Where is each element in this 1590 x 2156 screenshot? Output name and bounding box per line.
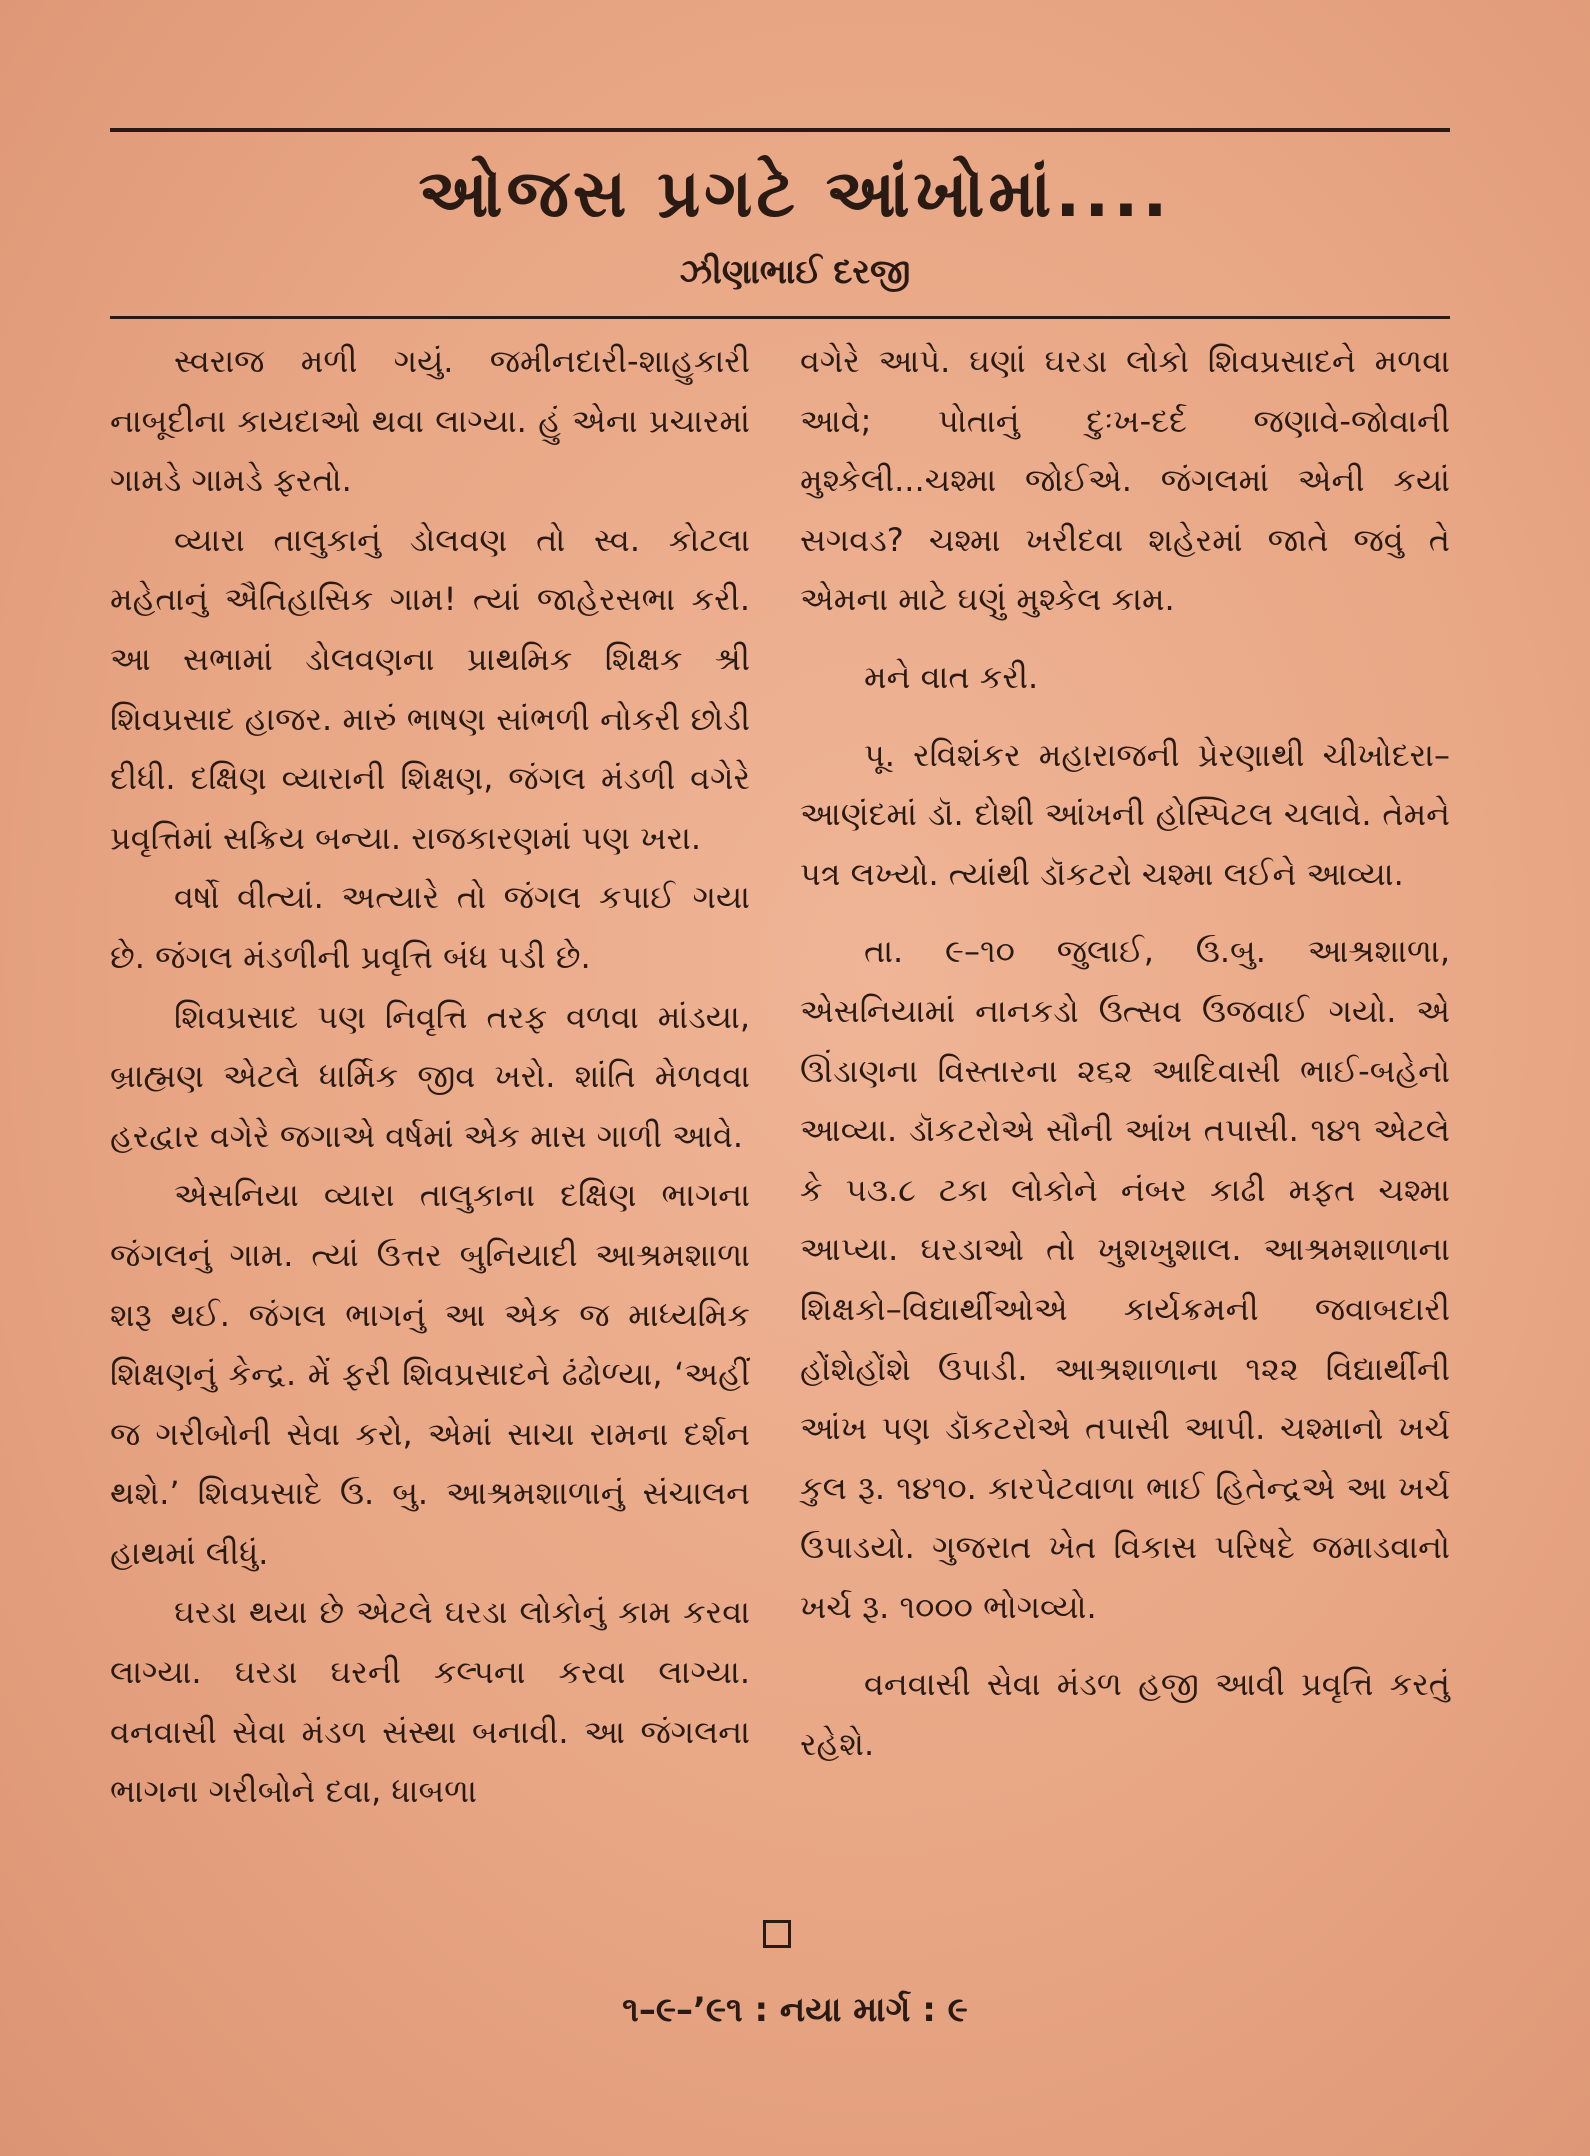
paragraph: પૂ. રવિશંકર મહારાજની પ્રેરણાથી ચીખોદરા–આણંદમાં ડૉ. દોશી આંખની હોસ્પિટલ ચલાવે. તેમને પત્ર લખ્યો. ત્યાંથી ડૉકટરો ચશ્મા લઈને આવ્યા. (800, 735, 1450, 893)
paragraph: સ્વરાજ મળી ગયું. જમીનદારી-શાહુકારી નાબૂદીના કાયદાઓ થવા લાગ્યા. હું એના પ્રચારમાં ગામડે ગામડે ફરતો. (110, 342, 750, 500)
left-column (110, 332, 750, 1822)
right-column (800, 332, 1450, 1775)
page-footer: ૧–૯–’૯૧ : નયા માર્ગ : ૯ (622, 1990, 968, 2030)
top-rule (110, 128, 1450, 132)
paragraph: મને વાત કરી. (864, 657, 1039, 696)
paragraph: એસનિયા વ્યારા તાલુકાના દક્ષિણ ભાગના જંગલનું ગામ. ત્યાં ઉત્તર બુનિયાદી આશ્રમશાળા શરૂ થઈ. જંગલ ભાગનું આ એક જ માધ્યમિક શિક્ષણનું કેન્દ્ર. મેં ફરી શિવપ્રસાદને ઢંઢોળ્યા, ‘અહીં જ ગરીબોની સેવા કરો, એમાં સાચા રામના દર્શન થશે.’ શિવપ્રસાદે ઉ. બુ. આશ્રમશાળાનું સંચાલન હાથમાં લીધું. (110, 1176, 750, 1572)
paragraph: ઘરડા થયા છે એટલે ઘરડા લોકોનું કામ કરવા લાગ્યા. ઘરડા ઘરની કલ્પના કરવા લાગ્યા. વનવાસી સેવા મંડળ સંસ્થા બનાવી. આ જંગલના ભાગના ગરીબોને દવા, ધાબળા (110, 1593, 750, 1811)
paragraph: વગેરે આપે. ઘણાં ઘરડા લોકો શિવપ્રસાદને મળવા આવે; પોતાનું દુઃખ-દર્દ જણાવે-જોવાની મુશ્કેલી...ચશ્મા જોઈએ. જંગલમાં એની કયાં સગવડ? ચશ્મા ખરીદવા શહેરમાં જાતે જવું તે એમના માટે ઘણું મુશ્કેલ કામ. (800, 342, 1450, 619)
article-author: ઝીણાભાઈ દરજી (679, 252, 911, 292)
end-of-article-box-icon (763, 1920, 791, 1948)
header-bottom-rule (110, 316, 1450, 319)
paragraph: તા. ૯–૧૦ જુલાઈ, ઉ.બુ. આશ્રશાળા, એસનિયામાં નાનકડો ઉત્સવ ઉજવાઈ ગયો. એ ઊંડાણના વિસ્તારના ૨૬૨ આદિવાસી ભાઈ-બહેનો આવ્યા. ડૉકટરોએ સૌની આંખ તપાસી. ૧૪૧ એટલે કે ૫૩.૮ ટકા લોકોને નંબર કાઢી મફત ચશ્મા આપ્યા. ઘરડાઓ તો ખુશખુશાલ. આશ્રમશાળાના શિક્ષકો–વિદ્યાર્થીઓએ કાર્યક્રમની જવાબદારી હોંશેહોંશે ઉપાડી. આશ્રશાળાના ૧૨૨ વિદ્યાર્થીની આંખ પણ ડૉકટરોએ તપાસી આપી. ચશ્માનો ખર્ચ કુલ રૂ. ૧૪૧૦. કારપેટવાળા ભાઈ હિતેન્દ્રએ આ ખર્ચ ઉપાડયો. ગુજરાત ખેત વિકાસ પરિષદે જમાડવાનો ખર્ચ રૂ. ૧૦૦૦ ભોગવ્યો. (800, 932, 1450, 1626)
article-title: ઓજસ પ્રગટે આંખોમાં.... (418, 155, 1172, 232)
paragraph: વ્યારા તાલુકાનું ડોલવણ તો સ્વ. કોટલા મહેતાનું ઐતિહાસિક ગામ! ત્યાં જાહેરસભા કરી. આ સભામાં ડોલવણના પ્રાથમિક શિક્ષક શ્રી શિવપ્રસાદ હાજર. મારું ભાષણ સાંભળી નોકરી છોડી દીધી. દક્ષિણ વ્યારાની શિક્ષણ, જંગલ મંડળી વગેરે પ્રવૃત્તિમાં સક્રિય બન્યા. રાજકારણમાં પણ ખરા. (110, 520, 750, 857)
paragraph: શિવપ્રસાદ પણ નિવૃત્તિ તરફ વળવા માંડયા, બ્રાહ્મણ એટલે ધાર્મિક જીવ ખરો. શાંતિ મેળવવા હરદ્વાર વગેરે જગાએ વર્ષમાં એક માસ ગાળી આવે. (110, 997, 750, 1155)
paragraph: વનવાસી સેવા મંડળ હજી આવી પ્રવૃત્તિ કરતું રહેશે. (800, 1665, 1450, 1764)
paragraph: વર્ષો વીત્યાં. અત્યારે તો જંગલ કપાઈ ગયા છે. જંગલ મંડળીની પ્રવૃત્તિ બંધ પડી છે. (110, 878, 750, 976)
